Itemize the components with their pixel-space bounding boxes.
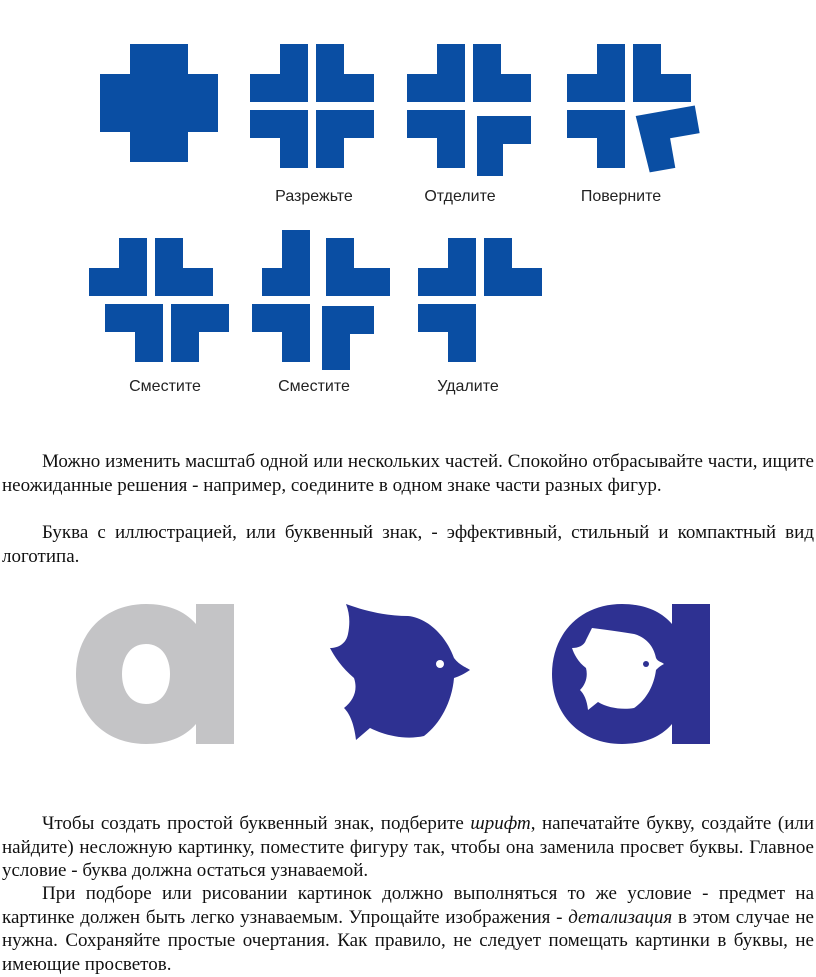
caption-shift-2: Сместите [278,378,350,395]
paragraph-2: Буква с иллюстрацией, или буквенный знак, - эффективный, стильный и компактный вид логотипа. [2,522,814,567]
gray-letter-a-figure [76,604,236,744]
cross-shifted-1-figure [89,238,229,362]
cross-separated-figure [407,44,531,176]
caption-remove: Удалите [437,378,499,395]
cross-removed-figure [418,238,542,362]
cross-shifted-2-figure [252,230,392,370]
paragraph-4: При подборе или рисовании картинок должно выполняться то же условие - предмет на картинке должен быть легко узнаваемым. Упрощайте изображения - детализация в этом случае не нужна. Сохраняйте простые очертания. Как правило, не следует помещать картинки в буквы, не имеющие просветов. [2,883,814,975]
letter-a-with-fish-figure [552,604,712,744]
fish-figure [328,604,472,744]
caption-rotate: Поверните [580,188,662,205]
cross-cut-figure [250,44,374,168]
caption-shift-1: Сместите [129,378,201,395]
cross-whole-figure [100,44,220,164]
caption-separate: Отделите [424,188,496,205]
emphasis-font: шрифт [470,813,531,834]
paragraph-3: Чтобы создать простой буквенный знак, подберите шрифт, напечатайте букву, создайте (или найдите) несложную картинку, поместите фигуру так, чтобы она заменила просвет буквы. Главное условие - буква должна остаться узнаваемой. [2,813,815,881]
cross-rotated-figure [567,44,703,174]
caption-cut: Разрежьте [275,188,353,205]
paragraph-1: Можно изменить масштаб одной или нескольких частей. Спокойно отбрасывайте части, ищите неожиданные решения - например, соедините в одном знаке части разных фигур. [2,451,814,496]
emphasis-detail: детализация [568,906,673,928]
